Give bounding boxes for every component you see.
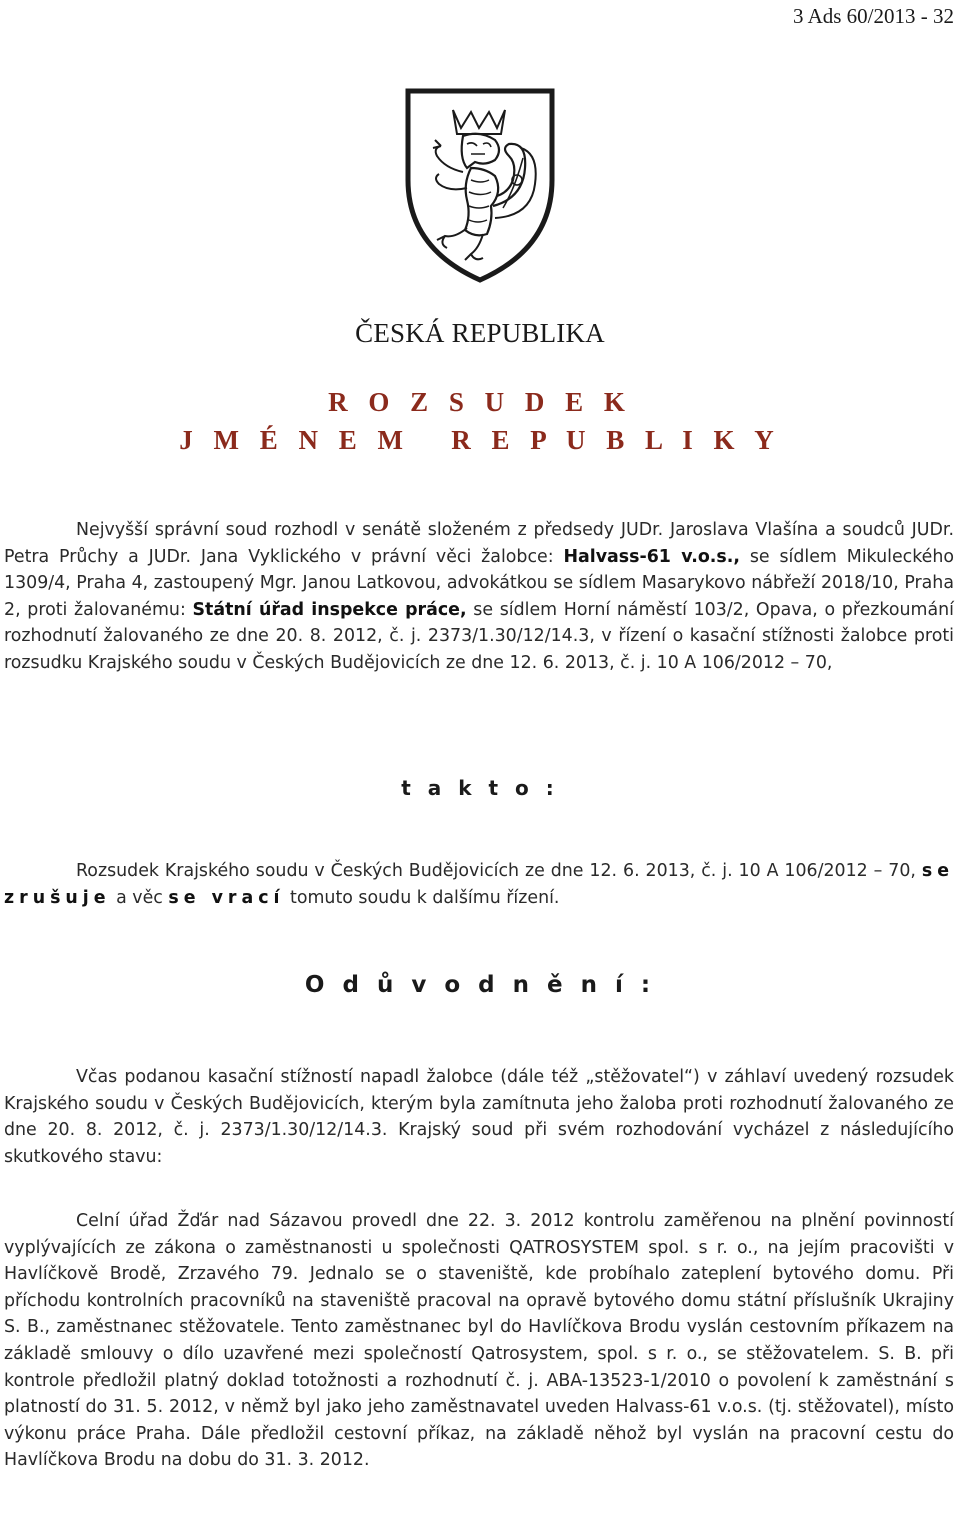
reasoning-heading: O d ů v o d n ě n í : bbox=[304, 972, 656, 998]
ruling-annul: se zrušuje bbox=[4, 861, 954, 908]
takto-heading: t a k t o : bbox=[401, 776, 559, 800]
reasoning-paragraph-1: Včas podanou kasační stížností napadl žalobce (dále též „stěžovatel“) v záhlaví uvedený rozsudek Krajského soudu v Českých Budějovicích, kterým byla zamítnuta jeho žaloba proti rozhodnutí žalovaného ze dne 20. 8. 2012, č. j. 2373/1.30/12/14.3. Krajský soud při svém rozhodování vycházel z následujícího skutkového stavu: bbox=[4, 1067, 954, 1167]
defendant-name: Státní úřad inspekce práce, bbox=[192, 599, 467, 620]
reasoning-paragraph-2: Celní úřad Žďár nad Sázavou provedl dne 22. 3. 2012 kontrolu zaměřenou na plnění povinností vyplývajících ze zákona o zaměstnanosti u společnosti QATROSYSTEM spol. s r. o., na jejím pracovišti v Havlíčkově Brodě, Zrzavého 79. Jednalo se o staveniště, kde probíhalo zateplení bytového domu. Při příchodu kontrolních pracovníků na staveniště pracoval na opravě bytového domu státní příslušník Ukrajiny S. B., zaměstnanec stěžovatele. Tento zaměstnanec byl do Havlíčkova Brodu vyslán cestovním příkazem na základě smlouvy o dílo uzavřené mezi společností Qatrosystem, spol. s r. o., se stěžovatelem. S. B. při kontrole předložil platný doklad totožnosti a rozhodnutí č. j. ABA-13523-1/2010 o povolení k zaměstnání s platností do 31. 5. 2012, v němž byl jako jeho zaměstnavatel uveden Halvass-61 v.o.s. (tj. stěžovatel), místo výkonu práce Praha. Dále předložil cestovní příkaz, na základě něhož byl vyslán na pracovní cestu do Havlíčkova Brodu na dobu do 31. 3. 2012. bbox=[4, 1211, 954, 1471]
ruling-text-1: Rozsudek Krajského soudu v Českých Budějovicích ze dne 12. 6. 2013, č. j. 10 A 106/2012 – 70, bbox=[76, 861, 922, 881]
ruling-text-2: a věc bbox=[110, 887, 169, 908]
country-title: ČESKÁ REPUBLIKA bbox=[355, 318, 605, 348]
intro-text-1: Nejvyšší správní soud rozhodl v senátě složeném z předsedy JUDr. Jaroslava Vlašína a soudců JUDr. Petra Průchy a JUDr. Jana Vyklického v právní věci žalobce: bbox=[4, 520, 954, 567]
intro-text-2: se sídlem Mikuleckého 1309/4, Praha 4, zastoupený Mgr. Janou Latkovou, advokátkou se sídlem Masarykovo nábřeží 2018/10, Praha 2, proti žalovanému: bbox=[4, 546, 955, 620]
ruling-paragraph bbox=[4, 858, 954, 911]
intro-paragraph bbox=[4, 517, 954, 677]
verdict-heading bbox=[0, 383, 960, 459]
case-number: 3 Ads 60/2013 - 32 bbox=[792, 4, 954, 28]
ruling-return: se vrací bbox=[168, 887, 285, 908]
verdict-line-2: J M É N E M R E P U B L I K Y bbox=[179, 425, 781, 455]
czech-lion-coat-of-arms-icon bbox=[405, 88, 555, 283]
verdict-line-1: R O Z S U D E K bbox=[328, 387, 632, 417]
plaintiff-name: Halvass-61 v.o.s., bbox=[563, 546, 740, 567]
ruling-text-3: tomuto soudu k dalšímu řízení. bbox=[284, 887, 560, 908]
intro-text-3: se sídlem Horní náměstí 103/2, Opava, o přezkoumání rozhodnutí žalovaného ze dne 20. 8. 2012, č. j. 2373/1.30/12/14.3, v řízení o kasační stížnosti žalobce proti rozsudku Krajského soudu v Českých Budějovicích ze dne 12. 6. 2013, č. j. 10 A 106/2012 – 70, bbox=[4, 599, 954, 673]
